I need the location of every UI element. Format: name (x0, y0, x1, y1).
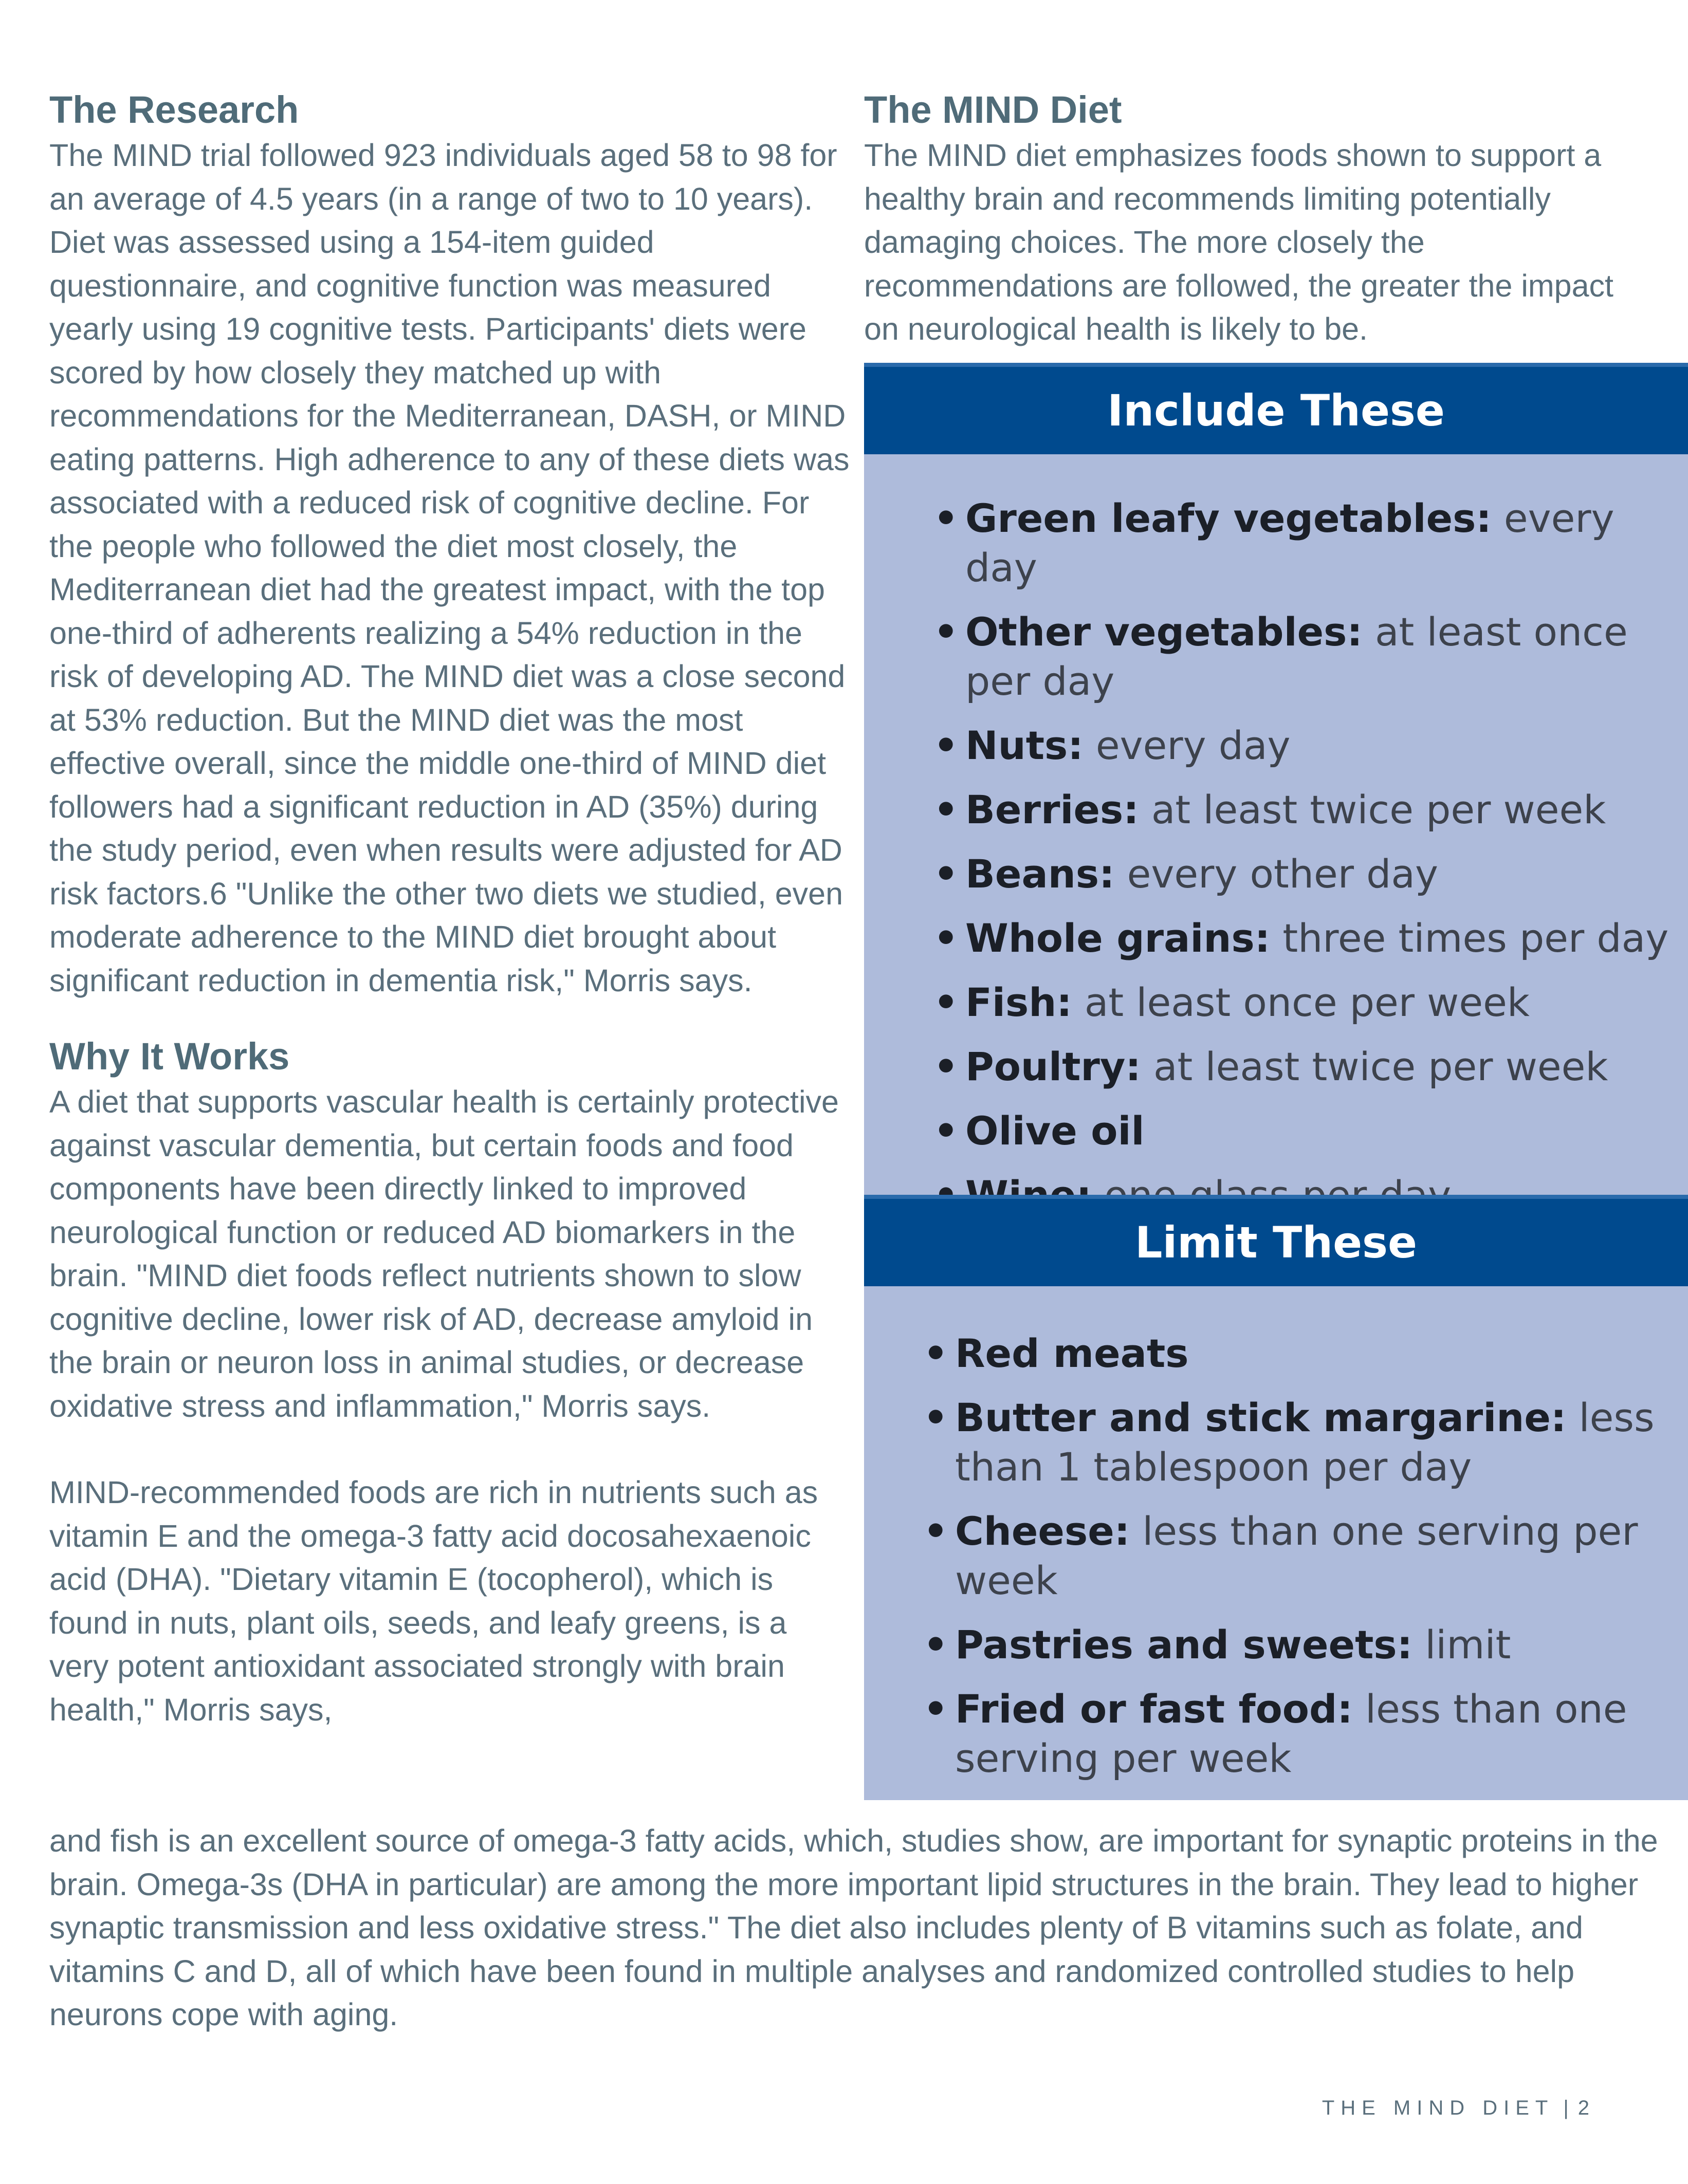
include-item (933, 849, 1674, 899)
limit-item (923, 1329, 1674, 1378)
include-list (933, 494, 1674, 1235)
include-item-detail: at least twice per week (1141, 1044, 1608, 1089)
include-item-label: Beans: (965, 851, 1115, 897)
include-item (933, 914, 1674, 963)
why-body-paragraph-3: and fish is an excellent source of omega-3 fatty acids, which, studies show, are important for synaptic proteins in the brain. Omega-3s (DHA in particular) are among the more important lipid structures in the brain. They lead to higher synaptic transmission and less oxidative stress." The diet also includes plenty of B vitamins such as folate, and vitamins C and D, all of which have been found in multiple analyses and randomized controlled studies to help neurons cope with aging. (49, 1823, 1658, 2032)
mind-diet-heading: The MIND Diet (864, 88, 1122, 131)
include-item-label: Green leafy vegetables: (965, 495, 1492, 541)
include-item-label: Nuts: (965, 723, 1084, 768)
limit-header: Limit These (864, 1195, 1688, 1286)
mind-diet-body: The MIND diet emphasizes foods shown to support a healthy brain and recommends limiting potentially damaging choices. The more closely the recommendations are followed, the greater the impact on neurological health is likely to be. (864, 138, 1613, 346)
include-item (933, 1042, 1674, 1091)
why-section (49, 1033, 851, 1731)
why-body-paragraph-2: MIND-recommended foods are rich in nutrients such as vitamin E and the omega-3 fatty acid docosahexaenoic acid (DHA). "Dietary vitamin E (tocopherol), which is found in nuts, plant oils, seeds, and leafy greens, is a very potent antioxidant associated strongly with brain health," Morris says, (49, 1475, 818, 1727)
footer-title: THE MIND DIET (1322, 2097, 1554, 2119)
include-item-detail: at least twice per week (1139, 787, 1606, 832)
include-item-detail: at least once per week (1072, 979, 1530, 1025)
limit-item-label: Red meats (955, 1330, 1189, 1376)
include-item (933, 1106, 1674, 1156)
limit-item-detail: less than one serving per week (955, 1686, 1627, 1781)
limit-item (923, 1393, 1674, 1492)
research-heading: The Research (49, 88, 299, 131)
diet-guidelines-box (864, 363, 1688, 1800)
limit-item-detail: limit (1412, 1622, 1511, 1668)
include-item-label: Whole grains: (965, 915, 1271, 961)
include-item (933, 978, 1674, 1027)
include-item (933, 494, 1674, 593)
limit-item-label: Fried or fast food: (955, 1686, 1353, 1732)
limit-item-label: Pastries and sweets: (955, 1622, 1413, 1668)
research-body: The MIND trial followed 923 individuals aged 58 to 98 for an average of 4.5 years (in a range of two to 10 years). Diet was assessed using a 154-item guided questionnaire, and cognitive function was measured yearly using 19 cognitive tests. Participants' diets were scored by how closely they matched up with recommendations for the Mediterranean, DASH, or MIND eating patterns. High adherence to any of these diets was associated with a reduced risk of cognitive decline. For the people who followed the diet most closely, the Mediterranean diet had the greatest impact, with the top one-third of adherents realizing a 54% reduction in the risk of developing AD. The MIND diet was a close second at 53% reduction. But the MIND diet was the most effective overall, since the middle one-third of MIND diet followers had a significant reduction in AD (35%) during the study period, even when results were adjusted for AD risk factors.6 "Unlike the other two diets we studied, even moderate adherence to the MIND diet brought about significant reduction in dementia risk," Morris says. (49, 138, 850, 998)
include-item (933, 721, 1674, 770)
page-footer (1322, 2097, 1595, 2120)
include-item-detail: every other day (1114, 851, 1438, 897)
include-header: Include These (864, 363, 1688, 454)
include-item (933, 785, 1674, 835)
include-item-label: Poultry: (965, 1044, 1141, 1089)
limit-item-detail: less than one serving per week (955, 1508, 1638, 1603)
limit-item-label: Butter and stick margarine: (955, 1395, 1567, 1440)
continuation-section (49, 1819, 1668, 2037)
include-item-label: Fish: (965, 979, 1072, 1025)
limit-item (923, 1507, 1674, 1605)
include-item-detail: every day (1083, 723, 1291, 768)
limit-item-detail: less than 1 tablespoon per day (955, 1395, 1655, 1490)
why-heading: Why It Works (49, 1035, 290, 1078)
include-item-detail: at least once per day (965, 609, 1628, 704)
include-item-label: Berries: (965, 787, 1139, 832)
include-item (933, 607, 1674, 706)
include-item-detail: three times per day (1270, 915, 1669, 961)
include-item-label: Olive oil (965, 1108, 1145, 1154)
limit-item-label: Cheese: (955, 1508, 1130, 1554)
left-column (49, 86, 851, 1731)
footer-separator: | (1563, 2097, 1569, 2119)
page-number: 2 (1577, 2097, 1595, 2119)
include-item-label: Other vegetables: (965, 609, 1363, 655)
limit-item (923, 1620, 1674, 1670)
right-column (864, 86, 1645, 351)
why-body-paragraph-1: A diet that supports vascular health is certainly protective against vascular dementia, but certain foods and food components have been directly linked to improved neurological function or reduced AD biomarkers in the brain. "MIND diet foods reflect nutrients shown to slow cognitive decline, lower risk of AD, decrease amyloid in the brain or neuron loss in animal studies, or decrease oxidative stress and inflammation," Morris says. (49, 1084, 839, 1423)
include-item-detail: every day (965, 495, 1614, 590)
limit-item (923, 1685, 1674, 1783)
limit-list (923, 1329, 1674, 1798)
